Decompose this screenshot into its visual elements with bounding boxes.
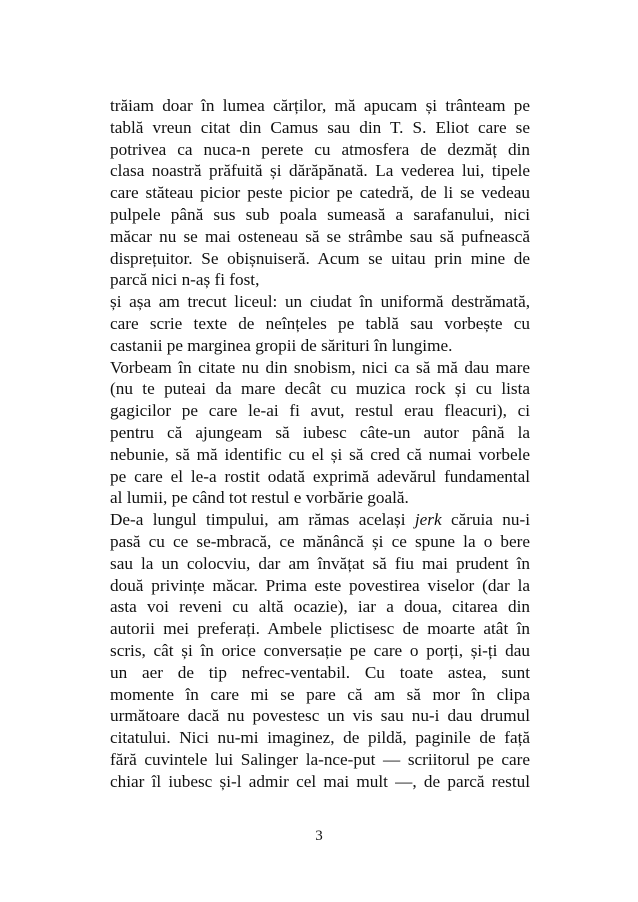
text-line: asta voi reveni cu altă ocazie), iar a doua, citarea din xyxy=(110,597,530,617)
text-line: nebunie, să mă identific cu el și să cred că numai vorbele xyxy=(110,444,530,464)
text-line: gagicilor pe care le-ai fi avut, restul erau fleacuri), ci xyxy=(110,401,530,421)
text-line: măcar nu se mai osteneau să se strâmbe sau să pufnească xyxy=(110,226,530,246)
text-line: două privințe măcar. Prima este povestirea viselor (dar la xyxy=(110,575,530,595)
page-number: 3 xyxy=(315,828,323,844)
text-line: pulpele până sus sub poala sumeasă a sarafanului, nici xyxy=(110,204,530,224)
text-line: momente în care mi se pare că am să mor în clipa xyxy=(110,684,530,704)
text-line: și așa am trecut liceul: un ciudat în uniformă destrămată, xyxy=(110,292,530,312)
text-line: un aer de tip nefrec-ventabil. Cu toate astea, sunt xyxy=(110,662,530,682)
text-line: pentru că ajungeam să iubesc câte-un autor până la xyxy=(110,422,530,442)
text-line: potrivea ca nuca-n perete cu atmosfera de dezmăț din xyxy=(110,139,530,159)
text-line: care scrie texte de neînțeles pe tablă sau vorbește cu xyxy=(110,313,530,333)
text-line: Vorbeam în citate nu din snobism, nici ca să mă dau mare xyxy=(110,357,530,377)
text-line: chiar îl iubesc și-l admir cel mai mult —, de parcă restul xyxy=(110,771,530,791)
text-line: fără cuvintele lui Salinger la-nce-put — scriitorul pe care xyxy=(110,749,530,769)
text-line: citatului. Nici nu-mi imaginez, de pildă, paginile de față xyxy=(110,728,530,748)
text-segment: căruia nu-i xyxy=(441,510,530,530)
text-line: următoare dacă nu povestesc un vis sau nu-i dau drumul xyxy=(110,706,530,726)
text-line: sau la un colocviu, dar am învățat să fiu mai prudent în xyxy=(110,553,530,573)
text-line: scris, cât și în orice conversație pe care o porți, și-ți dau xyxy=(110,640,530,660)
text-line: disprețuitor. Se obișnuiseră. Acum se uitau prin mine de xyxy=(110,248,530,268)
text-segment: De-a lungul timpului, am rămas același xyxy=(110,510,415,530)
text-line: autorii mei preferați. Ambele plictisesc de moarte atât în xyxy=(110,619,530,639)
text-line: pe care el le-a rostit odată exprimă adevărul fundamental xyxy=(110,466,530,486)
text-line: care stăteau picior peste picior pe catedră, de li se vedeau xyxy=(110,183,530,203)
text-line: clasa noastră prăfuită și dărăpănată. La vederea lui, tipele xyxy=(110,161,530,181)
text-line: castanii pe marginea gropii de sărituri în lungime. xyxy=(110,335,453,355)
text-line: (nu te puteai da mare decât cu muzica rock și cu lista xyxy=(110,379,530,399)
text-line: trăiam doar în lumea cărților, mă apucam și trânteam pe xyxy=(110,96,530,115)
italic-word: jerk xyxy=(414,510,442,530)
text-line xyxy=(110,509,530,531)
text-line: al lumii, pe când tot restul e vorbărie goală. xyxy=(110,488,409,508)
text-line: tablă vreun citat din Camus sau din T. S. Eliot care se xyxy=(110,117,530,137)
body-text xyxy=(110,95,530,793)
text-line: parcă nici n-aș fi fost, xyxy=(110,270,260,290)
text-line: pasă cu ce se-mbracă, ce mănâncă și ce spune la o bere xyxy=(110,531,530,551)
